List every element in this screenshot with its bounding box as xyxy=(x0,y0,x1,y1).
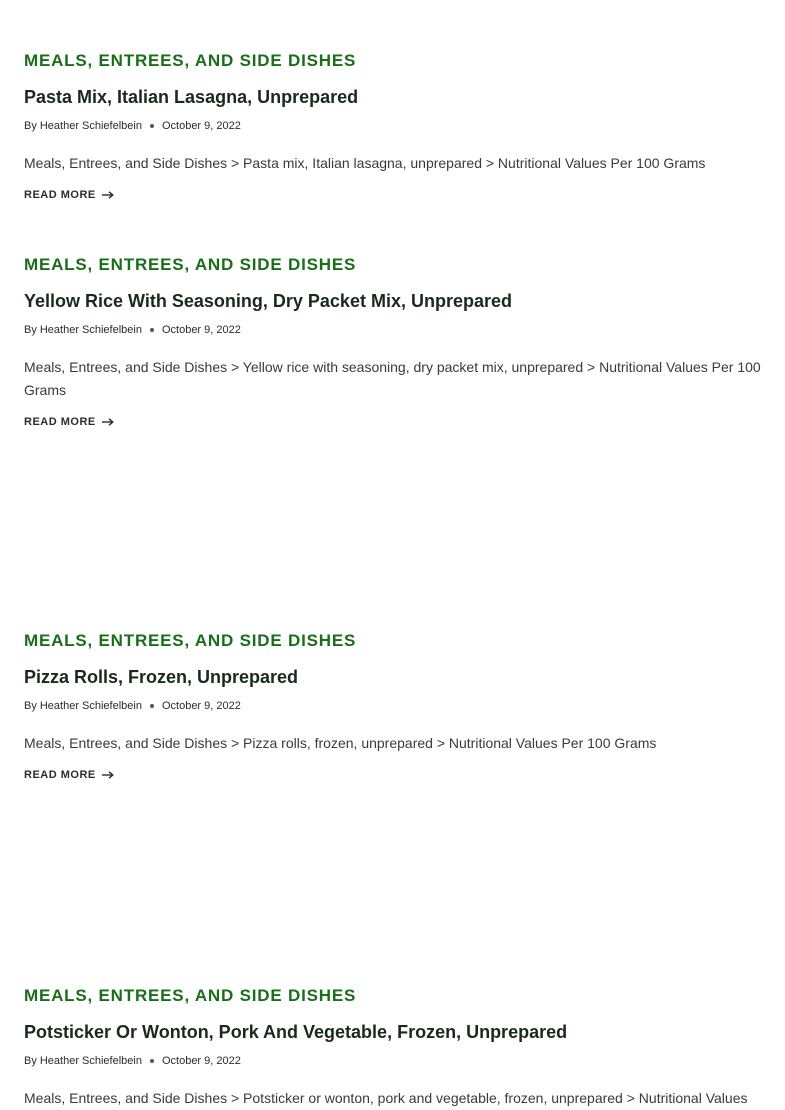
article-excerpt: Meals, Entrees, and Side Dishes > Pizza rolls, frozen, unprepared > Nutritional Values Per 100 Grams xyxy=(24,735,657,751)
author-link[interactable]: Heather Schiefelbein xyxy=(39,700,142,712)
post-meta xyxy=(24,323,768,337)
read-more-label: READ MORE xyxy=(24,416,96,428)
read-more-link[interactable] xyxy=(24,189,114,201)
read-more-link[interactable] xyxy=(24,416,114,428)
read-more-label: READ MORE xyxy=(24,189,96,201)
article-card xyxy=(24,255,768,430)
article-excerpt: Meals, Entrees, and Side Dishes > Pasta mix, Italian lasagna, unprepared > Nutritional Values Per 100 Grams xyxy=(24,155,706,171)
separator-dot xyxy=(150,124,154,128)
article-title-link[interactable]: Pizza Rolls, Frozen, Unprepared xyxy=(24,667,299,687)
by-label: By xyxy=(24,700,37,712)
author-link[interactable]: Heather Schiefelbein xyxy=(39,1055,142,1067)
article-card xyxy=(24,51,768,203)
category-link[interactable]: MEALS, ENTREES, AND SIDE DISHES xyxy=(24,51,357,70)
by-label: By xyxy=(24,1055,37,1067)
post-meta xyxy=(24,699,768,713)
separator-dot xyxy=(150,704,154,708)
by-label: By xyxy=(24,120,37,132)
category-link[interactable]: MEALS, ENTREES, AND SIDE DISHES xyxy=(24,986,357,1005)
post-date: October 9, 2022 xyxy=(161,700,241,712)
separator-dot xyxy=(150,1059,154,1063)
author-link[interactable]: Heather Schiefelbein xyxy=(39,324,142,336)
author-link[interactable]: Heather Schiefelbein xyxy=(39,120,142,132)
article-title-link[interactable]: Potsticker Or Wonton, Pork And Vegetable, Frozen, Unprepared xyxy=(24,1022,568,1042)
article-excerpt: Meals, Entrees, and Side Dishes > Yellow rice with seasoning, dry packet mix, unprepared > Nutritional Values Per 100 Grams xyxy=(24,359,761,398)
separator-dot xyxy=(150,328,154,332)
article-title-link[interactable]: Yellow Rice With Seasoning, Dry Packet Mix, Unprepared xyxy=(24,291,512,311)
category-link[interactable]: MEALS, ENTREES, AND SIDE DISHES xyxy=(24,631,357,650)
article-card xyxy=(24,986,768,1110)
article-excerpt: Meals, Entrees, and Side Dishes > Potsticker or wonton, pork and vegetable, frozen, unprepared > Nutritional Values xyxy=(24,1090,748,1106)
post-meta xyxy=(24,1054,768,1068)
read-more-link[interactable] xyxy=(24,769,114,781)
long-arrow-right-icon xyxy=(102,770,114,780)
long-arrow-right-icon xyxy=(102,190,114,200)
post-date: October 9, 2022 xyxy=(161,1055,241,1067)
article-card xyxy=(24,631,768,783)
post-meta xyxy=(24,119,768,133)
post-date: October 9, 2022 xyxy=(161,324,241,336)
by-label: By xyxy=(24,324,37,336)
long-arrow-right-icon xyxy=(102,417,114,427)
post-date: October 9, 2022 xyxy=(161,120,241,132)
article-title-link[interactable]: Pasta Mix, Italian Lasagna, Unprepared xyxy=(24,87,359,107)
category-link[interactable]: MEALS, ENTREES, AND SIDE DISHES xyxy=(24,255,357,274)
read-more-label: READ MORE xyxy=(24,769,96,781)
